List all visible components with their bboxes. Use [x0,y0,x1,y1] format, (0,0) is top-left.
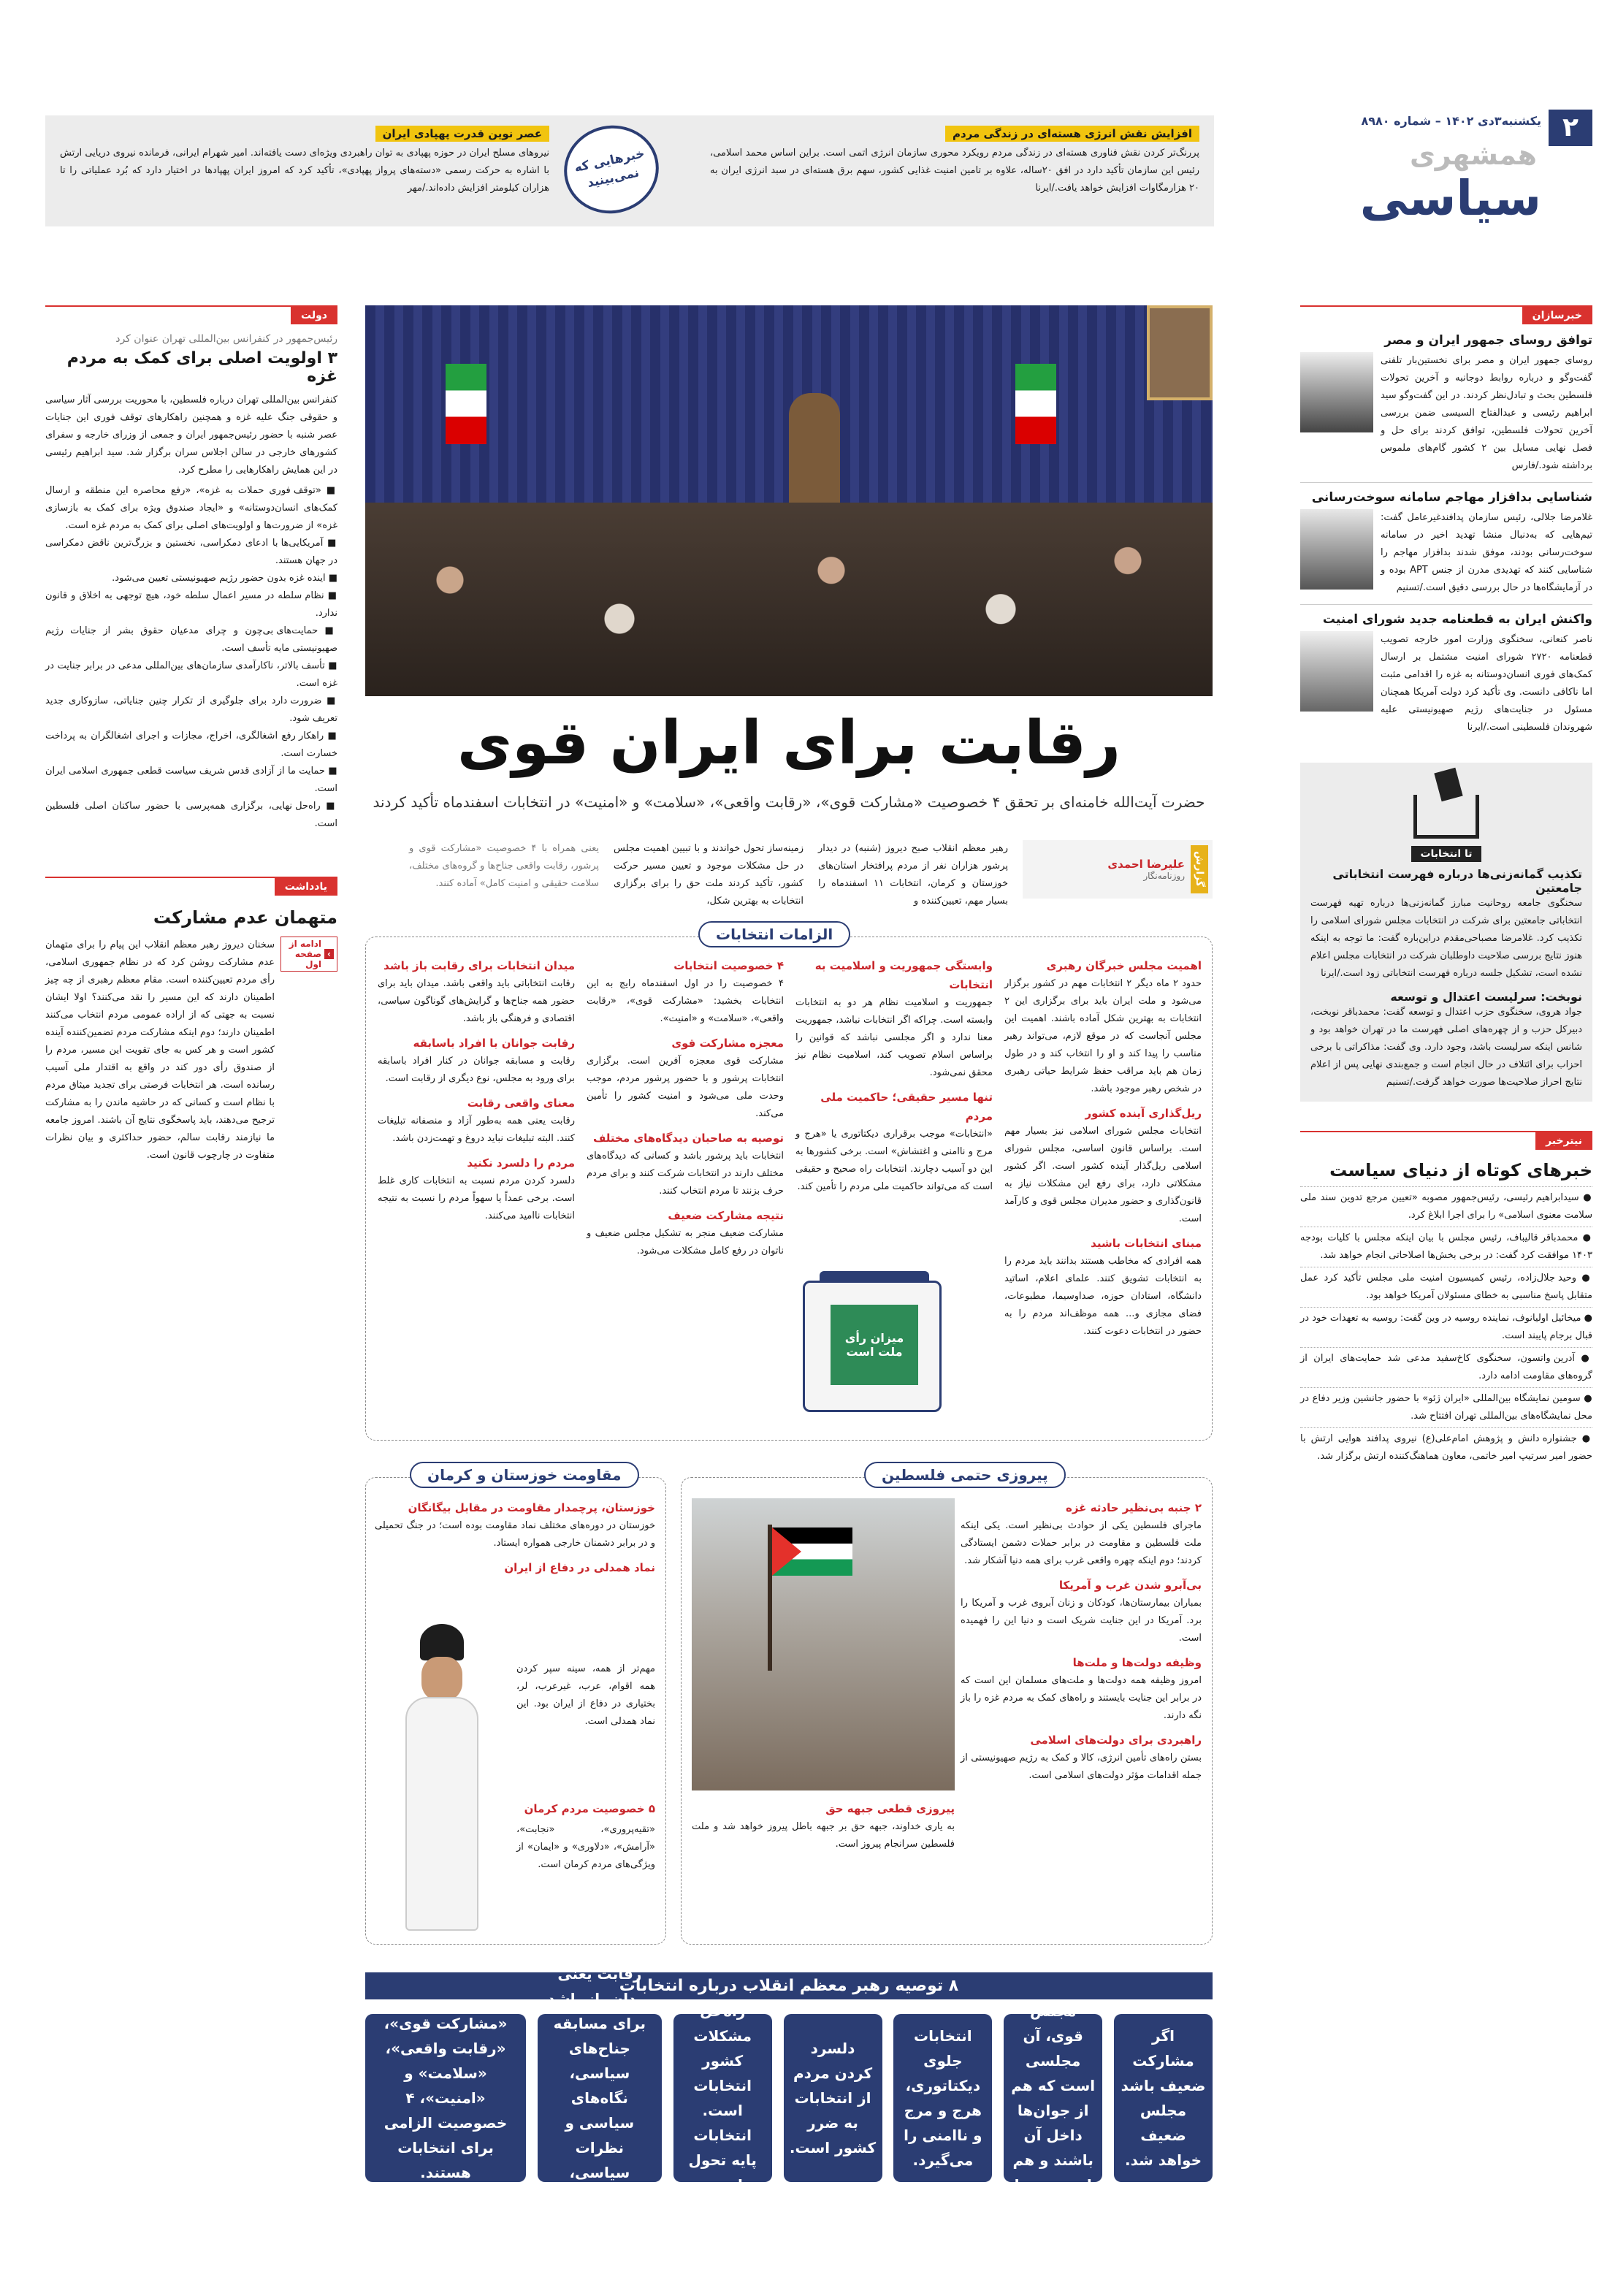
short-news-title: خبرهای کوتاه از دنیای سیاست [1329,1160,1592,1181]
bullet-item: ■ راه‌حل نهایی، برگزاری همه‌پرسی با حضور ساکنان اصلی فلسطین است. [45,801,337,829]
req-column [795,956,993,1196]
req-section-title: وابستگی جمهوریت و اسلامیت به انتخابات [814,959,993,991]
req-section-title: معنای واقعی رقابت [467,1096,575,1110]
author-name: علیرضا احمدی [1107,858,1185,871]
pal-section-title: بی‌آبرو شدن غرب و آمریکا [1058,1579,1202,1592]
section-tag-short-news: نیترخبر [1535,1132,1592,1150]
note-body: سخنان دیروز رهبر معظم انقلاب این پیام را برای متهمان عدم مشارکت روشن کرد که در نظام جمهوری اسلامی، رأی مردم تعیین‌کننده است. مقام معظم رهبری از چه چیز اطمینان دارند که این مسیر را نقد می‌کنند؟ اولا ایشان نسبت به جهتی که از اراده عمومی مردم انتخاب می‌کنند اطمینان دارند؛ دوم اینکه مشارکت مردم تضمین‌کننده آینده کشور است و هر کس به جای تقویت این مسیر، مردم را از صندوق رأی دور کند در واقع به اقتدار ملی آسیب رسانده است. هر انتخابات فرصتی برای تجدید میثاق مردم با نظام است و کسانی که در حاشیه ماندن را به مشارکت ترجیح می‌دهند، باید پاسخگوی نتایج آن باشند. امروز جامعه ما نیازمند رقابت سالم، حضور حداکثری و بیان نظرات متفاوت در چارچوب قانون است. [45,939,275,1161]
news-item-title: توافق روسای جمهور ایران و مصر [1384,333,1592,348]
bullet-item: ■ تأسف بالاتر، ناکارآمدی سازمان‌های بین‌المللی مدعی در برابر جنایت در غزه است. [45,660,337,689]
recommendation-card: مجلس قوی، آن مجلسی است که هم از جوان‌ها داخل آن باشند و هم از مجرب‌ها [1004,2014,1102,2182]
lead-col-3: یعنی همراه با ۴ خصوصیت «مشارکت قوی و پرشور، رقابت واقعی جناح‌ها و گروه‌های مختلف، سلامت حقیقی و امنیت کامل» آماده کنند. [409,843,600,889]
article-body: کنفرانس بین‌المللی تهران درباره فلسطین، با محوریت بررسی آثار سیاسی و حقوقی جنگ علیه غزه و همچنین راهکارهای توقف فوری این جنایات عصر شنبه با حضور رئیس‌جمهور ایران و جمعی از وزرای خارجه و سفرای کشورهای خارجی در سالن اجلاس سران برگزار شد. سید ابراهیم رئیسی در این همایش راهکارهایی را مطرح کرد. [45,394,337,476]
khz-section-title: ۵ خصوصیت مردم کرمان [524,1802,655,1815]
req-section-text: دلسرد کردن مردم نسبت به انتخابات کاری غلط است. برخی عمداً یا سهواً مردم را نسبت به نتیجه انتخابات ناامید می‌کنند. [378,1175,575,1221]
pal-section-text: بستن راه‌های تأمین انرژی، کالا و کمک به رژیم صهیونیستی از جمله اقدامات مؤثر دولت‌های اسلامی است. [961,1752,1202,1781]
issue-date: یکشنبه۳دی ۱۴۰۲ – شماره ۸۹۸۰ [1361,114,1541,128]
req-section-text: رقابت و مسابقه جوانان در کنار افراد باسابقه برای ورود به مجلس، نوع دیگری از رقابت است. [378,1056,575,1084]
req-section-title: توصیه به صاحبان دیدگاه‌های مختلف [592,1132,784,1145]
main-photo [365,305,1213,696]
req-section-title: معجزه مشارکت قوی [671,1037,784,1050]
main-headline: رقابت برای ایران قوی [457,709,1121,778]
news-item [1300,490,1592,597]
khuzestan-box [365,1466,666,1945]
right-column [1300,305,1592,1468]
req-section-title: تنها مسیر حقیقی؛ حاکمیت ملی مردم [820,1091,993,1123]
recommendation-card: «مشارکت قوی»، «رقابت واقعی»، «سلامت» و «امنیت»، ۴ خصوصیت الزامی برای انتخابات هستند. [365,2014,526,2182]
short-news-item: ● میخائیل اولیانوف، نماینده روسیه در وین گفت: روسیه به تعهدات خود در قبال برجام پایبند است. [1300,1307,1592,1347]
req-section-title: اهمیت مجلس خبرگان رهبری [1046,959,1202,972]
author-role: روزنامه‌نگار [1143,871,1185,881]
recommendations-section [365,1972,1213,2231]
palestine-text-bottom [692,1799,955,1853]
lead-col-2: زمینه‌ساز تحول خواندند و با تبیین اهمیت مجلس در حل مشکلات موجود و تعیین مسیر حرکت کشور، تأکید کردند ملت حق را برای برگزاری انتخابات به بهترین شکل، [614,843,804,907]
bullet-item: ■ آمریکایی‌ها با ادعای دمکراسی، نخستین و بزرگ‌ترین ناقض دمکراسی در جهان هستند. [45,538,337,566]
req-section-text: رقابت انتخاباتی باید واقعی باشد. میدان باید برای حضور همه جناح‌ها و گرایش‌های گوناگون سیاسی، اقتصادی و فرهنگی باز باشد. [378,978,575,1024]
news-item-title: واکنش ایران به قطعنامه جدید شورای امنیت [1322,612,1592,627]
req-section-title: رقابت جوانان با افراد باسابقه [413,1037,575,1050]
ballot-box-illustration [803,1281,942,1412]
requirements-box [365,926,1213,1441]
palestine-photo [692,1498,955,1790]
req-section-text: حدود ۲ ماه دیگر ۲ انتخابات مهم در کشور برگزار می‌شود و ملت ایران باید برای برگزاری این ۲ انتخابات به بهترین شکل آماده باشند. اهمیت این مجلس آنجاست که در موقع لازم، می‌تواند رهبر مناسب را پیدا کند و او را انتخاب کند و در طول زمان هم باید مراقب حفظ شرایط حیاتی رهبری در شخص رهبر موجود باشد. [1004,978,1202,1094]
short-news-item: ● جشنواره دانش و پژوهش امام‌علی(ع) نیروی پدافند هوایی ارتش با حضور امیر سرتیپ امیر خاتمی، معاون هماهنگ‌کننده ارتش برگزار شد. [1300,1427,1592,1468]
bullet-item: ■ نظام سلطه در مسیر اعمال سلطه خود، هیچ توجهی به اخلاق و قانون ندارد. [45,590,337,619]
top-news-left-text: نیروهای مسلح ایران در حوزه پهپادی به توان راهبردی ویژه‌ای دست یافته‌اند. امیر شهرام ایرانی، فرمانده نیروی دریایی ارتش با اشاره به حرکت رسمی «دسته‌های پرواز پهپادی»، تأکید کرد که امروز ایران پهپادها در اختیار دارد که بُرد عملیاتی را تا هزاران کیلومتر افزایش داده‌اند./مهر [60,148,549,194]
section-tag-note: یادداشت [275,878,337,896]
news-item-title: تکذیب گمانه‌زنی‌ها درباره فهرست انتخاباتی جامعتین [1332,867,1582,895]
bullet-item: ■ راهکار رفع اشغالگری، اخراج، مجازات و اجرای اشغالگران به پرداخت خسارت است. [45,731,338,759]
req-section-text: انتخابات باید پرشور باشد و کسانی که دیدگاه‌های مختلف دارند در انتخابات شرکت کنند و برای مردم حرف بزنند تا مردم انتخاب کنند. [587,1151,784,1197]
news-item-text: سخنگوی جامعه روحانیت مبارز گمانه‌زنی‌ها درباره تهیه فهرست انتخاباتی جامعتین برای شرکت در انتخابات مجلس شورای اسلامی را تکذیب کرد. غلامرضا مصباحی‌مقدم دراین‌باره گفت: ما توجه به اینکه هنوز نتایج بررسی صلاحیت داوطلبان شرکت در انتخابات مجلس اعلام نشده است، تشکیل جلسه درباره فهرست انتخاباتی زود است./ایرنا [1310,898,1582,979]
palestine-box [681,1466,1213,1945]
khz-section-title: نماد همدلی در دفاع از ایران [504,1561,655,1574]
top-news-right-text: پررنگ‌تر کردن نقش فناوری هسته‌ای در زندگی مردم رویکرد محوری سازمان انرژی اتمی است. براین اساس محمد اسلامی، رئیس این سازمان تأکید دارد در افق ۲۰ساله، علاوه بر تامین امنیت غذایی کشور، سهم برق هسته‌ای در سبد انرژی ایران به ۲۰ هزارمگاوات افزایش خواهد یافت./ایرنا [710,148,1200,194]
main-subhead: حضرت آیت‌الله خامنه‌ای بر تحقق ۴ خصوصیت «مشارکت قوی»، «رقابت واقعی»، «سلامت» و «امنیت» در انتخابات اسفندماه تأکید کردند [373,793,1205,811]
bullet-item: ■ حمایت‌های بی‌چون و چرای مدعیان حقوق بشر از جنایات رژیم صهیونیستی مایه تأسف است. [45,625,337,654]
article-title: ۳ اولویت اصلی برای کمک به مردم غزه [66,349,337,386]
req-section-text: «انتخابات» موجب برقراری دیکتاتوری یا «هرج و مرج و ناامنی و اغتشاش» است. برخی کشورها به این دو آسیب دچارند. انتخابات راه صحیح و حقیقی است که می‌تواند حاکمیت ملی مردم را تأمین کند. [795,1129,993,1192]
portrait-jalali [1300,509,1373,590]
khz-section-text: مهم‌تر از همه، سینه سپر کردن همه اقوام، عرب، غیرعرب، لر، بختیاری در دفاع از ایران بود. این نماد همدلی است. [516,1663,655,1727]
palestine-text-col [961,1498,1202,1785]
req-column [587,956,784,1260]
dancer-figure [376,1624,508,1931]
pal-section-text: امروز وظیفه همه دولت‌ها و ملت‌های مسلمان این است که در برابر این جنایت بایستند و راه‌های کمک به مردم غزه را باز نگه دارند. [961,1675,1202,1721]
continued-label: ادامه از صفحه اول [289,939,322,969]
recommendation-card: برای مسابقه جناح‌های سیاسی، نگاه‌های سیاسی و نظرات سیاسی، اقتصادی و فرهنگی [538,2014,662,2182]
ballot-label: میزان رأی ملت است [831,1305,918,1385]
portrait-raisi [1300,352,1373,432]
req-section-title: مبنای انتخابات باشید [1091,1237,1202,1250]
news-item-text: غلامرضا جلالی، رئیس سازمان پدافندغیرعامل گفت: تیم‌هایی که به‌دنبال منشا تهدید اخیر در سامانه سوخت‌رسانی بودند، موفق شدند بدافزار مهاجم را شناسایی کنند که تهدیدی مدرن از جنس APT بوده و در آزمایشگاه‌ها در حال بررسی دقیق است./تسنیم [1381,512,1592,593]
report-byline [1023,840,1213,899]
news-item [1300,612,1592,736]
news-item-title: شناسایی بدافزار مهاجم سامانه سوخت‌رسانی [1311,490,1592,505]
khuzestan-title: مقاومت خوزستان و کرمان [410,1462,639,1488]
portrait-kanaani [1300,631,1373,712]
stamp-text: خبرهایی که نمی‌بینید [573,146,646,191]
top-news-left-title: عصر نوین قدرت پهپادی ایران [375,126,549,142]
top-news-right-title: افزایش نقش انرژی هسته‌ای در زندگی مردم [945,126,1199,142]
chevron-icon: › [324,949,334,959]
req-section-text: رقابت یعنی همه به‌طور آزاد و منصفانه تبلیغات کنند. البته تبلیغات نباید دروغ و تهمت‌زدن باشد. [378,1115,575,1144]
section-title: سیاسی [1359,170,1541,226]
req-section-text: مشارکت قوی معجزه آفرین است. برگزاری انتخابات پرشور و با حضور پرشور مردم، موجب وحدت ملی می‌شود و امنیت کشور را تأمین می‌کند. [587,1056,784,1119]
req-section-text: مشارکت ضعیف منجر به تشکیل مجلس ضعیف و ناتوان در رفع کامل مشکلات می‌شود. [587,1228,784,1256]
continued-from-front-link[interactable] [280,937,337,972]
pal-section-title: راهبردی برای دولت‌های اسلامی [1030,1734,1202,1747]
khz-section-title: خوزستان، پرچمدار مقاومت در مقابل بیگانگان [408,1501,655,1514]
req-section-title: نتیجه مشارکت ضعیف [668,1209,784,1222]
pal-section-text: به یاری خداوند، جبهه حق بر جبهه باطل پیروز خواهد شد و ملت فلسطین سرانجام پیروز است. [692,1821,955,1850]
recommendation-card: راه‌حل مشکلات کشور انتخابات است. انتخابات پایه تحول است. [673,2014,772,2182]
khuzestan-text-col [375,1498,655,1577]
short-news-item: ● سیدابراهیم رئیسی، رئیس‌جمهور مصوبه «تعیین مرجع تدوین سند ملی سلامت معنوی اسلامی» را برای اجرا ابلاغ کرد. [1300,1186,1592,1227]
elections-tag: تا انتخابات [1411,846,1481,862]
req-section-title: ریل‌گذاری آینده کشور [1085,1107,1202,1120]
note-title: متهمان عدم مشارکت [153,907,337,928]
recommendation-card: دلسرد کردن مردم از انتخابات به ضرر کشور است. [784,2014,882,2182]
req-section-text: ۴ خصوصیت را در اول اسفندماه رایج به این انتخابات بخشید: «مشارکت قوی»، «رقابت واقعی»، «سلامت» و «امنیت». [587,978,784,1024]
pal-section-title: ۲ جنبه بی‌نظیر حادثه غزه [1065,1501,1202,1514]
req-section-title: مردم را دلسرد نکنید [467,1156,575,1170]
recommendation-card: اگر مشارکت ضعیف باشد مجلس ضعیف خواهد شد. [1114,2014,1213,2182]
article-kicker: رئیس‌جمهور در کنفرانس بین‌المللی تهران عنوان کرد [115,333,337,345]
req-column [378,956,575,1225]
short-news-item: ● سومین نمایشگاه بین‌المللی «ایران ژئو» با حضور جانشین وزیر دفاع در محل نمایشگاه‌های بین‌المللی تهران افتتاح شد. [1300,1387,1592,1427]
ballot-box-icon [1413,795,1479,839]
news-item [1310,990,1582,1091]
crowd [365,503,1213,696]
pal-section-text: ماجرای فلسطین یکی از حوادث بی‌نظیر است. یکی اینکه ملت فلسطین و مقاومت در برابر حملات دشمن ایستادگی کردند؛ دوم اینکه چهره واقعی غرب برای همه دنیا آشکار شد. [961,1520,1202,1566]
flag-right [1015,364,1056,444]
news-item-text: روسای جمهور ایران و مصر برای نخستین‌بار تلفنی گفت‌وگو و درباره روابط دوجانبه و آخرین تحولات فلسطین بحث و تبادل‌نظر کردند. در این گفت‌وگو سید ابراهیم رئیسی و عبدالفتاح السیسی ضمن بررسی آخرین تحولات فلسطین، توافق کردند برای حل و فصل نهایی مسایل بین ۲ کشور گام‌های ملموس برداشته شود./فارس [1381,355,1592,471]
stamp [556,117,667,222]
short-news-list [1300,1186,1592,1468]
recommendation-card: انتخابات جلوی دیکتاتوری، هرج و مرج و ناامنی را می‌گیرد. [893,2014,992,2182]
flag-left [446,364,486,444]
top-news-left [60,126,549,197]
req-section-text: جمهوریت و اسلامیت نظام هر دو به انتخابات وابسته است. چراکه اگر انتخابات نباشد، جمهوریت معنا ندارد و اگر مجلسی نباشد که قوانین را براساس اسلام تصویب کند، اسلامیت نظام نیز محقق نمی‌شود. [795,997,993,1078]
req-column [1004,956,1202,1340]
elections-box [1300,763,1592,1102]
bullet-item: ■ حمایت ما از آزادی قدس شریف سیاست قطعی جمهوری اسلامی ایران است. [45,766,337,794]
portrait-frame [1147,305,1213,400]
bullet-item: ■ اینده غزه بدون حضور رژیم صهیونیستی تعیین می‌شود. [112,573,337,584]
bullet-item: ■ «توقف فوری حملات به غزه»، «رفع محاصره این منطقه و ارسال کمک‌های انسان‌دوستانه» و «ایجاد صندوق ویژه برای کمک به بازسازی غزه» از ضرورت‌ها و اولویت‌های اصلی برای کمک به مردم غزه است. [45,485,337,531]
req-section-text: انتخابات مجلس شورای اسلامی نیز بسیار مهم است. براساس قانون اساسی، مجلس شورای اسلامی ریل‌گذار آینده کشور است. اگر کشور مشکلاتی دارد، برای رفع این مشکلات نیاز به قانون‌گذاری و حضور مدیران مجلس قوی و کارآمد است. [1004,1126,1202,1224]
short-news-item: ● آدرین واتسون، سخنگوی کاخ‌سفید مدعی شد حمایت‌های ایران از گروه‌های مقاومت ادامه دارد. [1300,1347,1592,1387]
news-item-text: ناصر کنعانی، سخنگوی وزارت امور خارجه تصویب قطعنامه ۲۷۲۰ شورای امنیت مشتمل بر ارسال کمک‌های فوری انسان‌دوستانه به غزه را اقدامی مثبت اما ناکافی دانست. وی تأکید کرد دولت آمریکا همچنان مسئول در جنایت‌های رژیم صهیونیستی علیه شهروندان فلسطینی است./ایرنا [1381,634,1592,733]
bullet-list [45,482,337,833]
section-tag-newsmakers: خبرسازان [1522,307,1592,324]
paper-name: همشهری [1409,139,1537,171]
page-number: ۲ [1549,110,1592,146]
lead-col-1: رهبر معظم انقلاب صبح دیروز (شنبه) در دیدار پرشور هزاران نفر از مردم پرافتخار استان‌های خوزستان و کرمان، انتخابات ۱۱ اسفندماه را بسیار مهم، تعیین‌کننده و [818,843,1008,907]
section-tag-government: دولت [291,307,337,324]
bullet-item: ■ ضرورت دارد برای جلوگیری از تکرار چنین جنایاتی، سازوکاری جدید تعریف شود. [45,695,338,724]
requirements-title: الزامات انتخابات [698,921,850,947]
khz-section-text: خوزستان در دوره‌های مختلف نماد مقاومت بوده است؛ در جنگ تحمیلی و در برابر دشمنان خارجی همواره ایستاد. [375,1520,655,1549]
req-section-title: میدان انتخابات برای رقابت باز باشد [383,959,575,972]
left-column [45,305,337,1164]
news-item [1310,867,1582,983]
news-item-title: نوبخت: سرلیست اعتدال و توسعه [1390,990,1582,1004]
news-item-text: جواد هروی، سخنگوی حزب اعتدال و توسعه گفت: محمدباقر نوبخت، دبیرکل حزب و از چهره‌های اصلی فهرست ما در تهران خواهد بود و شانس اینکه سرلیست باشد، وجود دارد. وی گفت: مذاکراتی با برخی احزاب برای ائتلاف در حال انجام است و جمع‌بندی نهایی پس از اعلام نتایج احراز صلاحیت‌ها صورت خواهد گرفت./تسنیم [1310,1007,1582,1088]
short-news-item: ● محمدباقر قالیباف، رئیس مجلس با بیان اینکه مجلس با کلیات بودجه ۱۴۰۳ موافقت کرد گفت: در برخی بخش‌ها اصلاحاتی انجام خواهد شد. [1300,1227,1592,1267]
pal-section-title: پیروزی قطعی جبهه حق [825,1802,955,1815]
recommendations-title: ۸ توصیه رهبر معظم انقلاب درباره انتخابات [365,1972,1213,1999]
top-news-bar [45,115,1214,226]
khz-section-text: «تقیه‌پروری»، «نجابت»، «آرامش»، «دلاوری» و «ایمان» از ویژگی‌های مردم کرمان است. [516,1824,655,1870]
pal-section-title: وظیفه دولت‌ها و ملت‌ها [1072,1656,1202,1669]
req-section-text: همه افرادی که مخاطب هستند بدانند باید مردم را به انتخابات تشویق کنند. علمای اعلام، اساتید دانشگاه، استادان حوزه، صداوسیما، مطبوعات، فضای مجازی و... همه موظف‌اند مردم را به حضور در انتخابات دعوت کنند. [1004,1256,1202,1337]
req-section-title: ۴ خصوصیت انتخابات [673,959,784,972]
report-tag: گزارش [1191,845,1208,893]
short-news-item: ● وحید جلال‌زاده، رئیس کمیسیون امنیت ملی مجلس تأکید کرد عمل متقابل پاسخ مناسبی به خطای مسئولان آمریکا خواهد بود. [1300,1267,1592,1307]
top-news-right [710,126,1199,197]
masthead [1351,110,1592,226]
pal-section-text: بمباران بیمارستان‌ها، کودکان و زنان آبروی غرب و آمریکا را برد. آمریکا در این جنایت شریک است و دنیا این را فهمیده است. [961,1598,1202,1644]
palestine-title: پیروزی حتمی فلسطین [864,1462,1066,1488]
news-item [1300,333,1592,475]
